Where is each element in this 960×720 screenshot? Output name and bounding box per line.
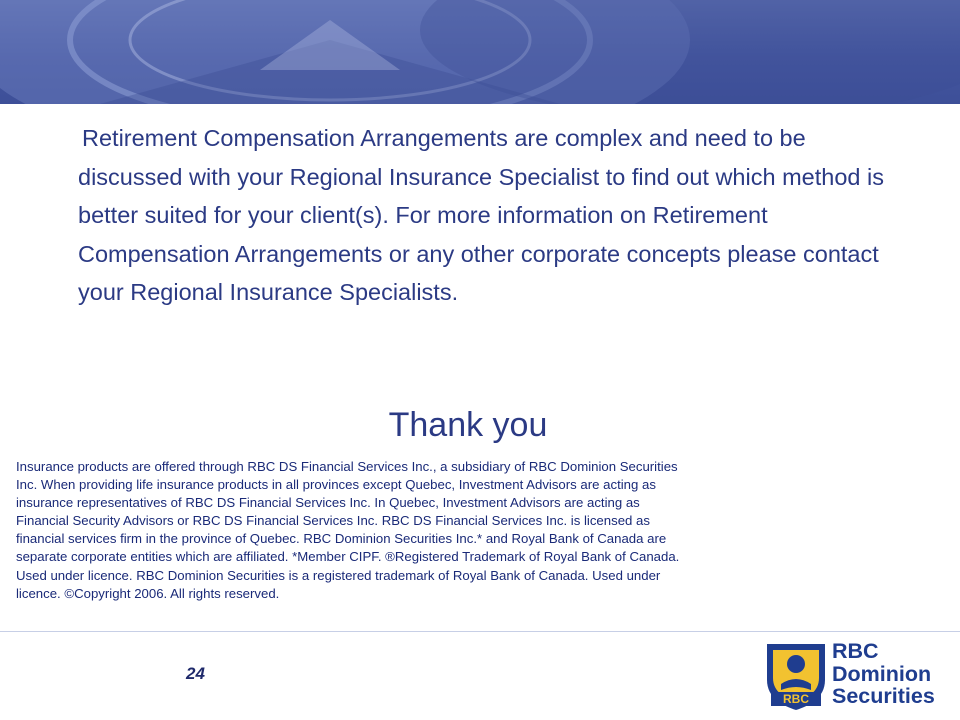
legal-disclaimer: Insurance products are offered through RBC DS Financial Services Inc., a subsidiary of RBC Dominion Securities Inc. When providing life insurance products in all provinces except Quebec, Investment Advisors are acting as insurance representatives of RBC DS Financial Services Inc. In Quebec, Investment Advisors are acting as Financial Security Advisors or RBC DS Financial Services Inc. RBC DS Financial Services Inc. is licensed as financial services firm in the province of Quebec. RBC Dominion Securities Inc.* and Royal Bank of Canada are separate corporate entities which are affiliated. *Member CIPF. ®Registered Trademark of Royal Bank of Canada. Used under licence. RBC Dominion Securities is a registered trademark of Royal Bank of Canada. Used under licence. ©Copyright 2006. All rights reserved. bbox=[16, 459, 680, 601]
footer-divider bbox=[0, 631, 960, 632]
page-number: 24 bbox=[186, 664, 205, 683]
thank-you-heading: Thank you bbox=[388, 406, 548, 444]
main-paragraph: Retirement Compensation Arrangements are complex and need to be discussed with your Regional Insurance Specialist to find out which method is better suited for your client(s). For more information on Retirement Compensation Arrangements or any other corporate concepts please contact your Regional Insurance Specialists. bbox=[78, 125, 884, 306]
logo-line-dominion: Dominion bbox=[832, 661, 932, 686]
compass-banner bbox=[0, 0, 960, 104]
logo-line-rbc: RBC bbox=[832, 639, 879, 663]
rbc-dominion-securities-logo bbox=[832, 640, 935, 708]
logo-line-securities: Securities bbox=[832, 684, 935, 708]
shield-text: RBC bbox=[783, 692, 809, 706]
compass-image bbox=[0, 0, 960, 104]
